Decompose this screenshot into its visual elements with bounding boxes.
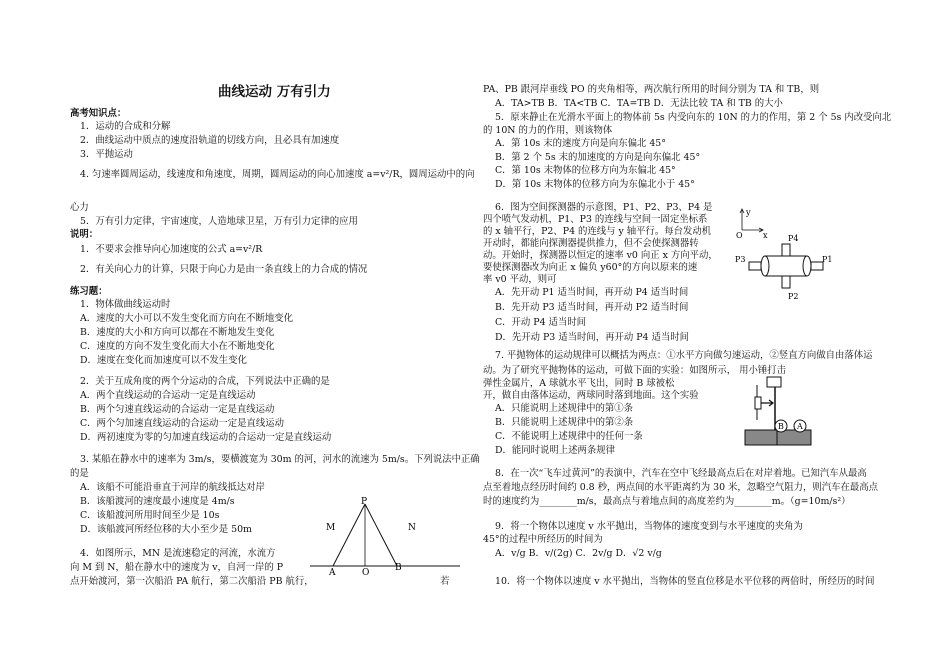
text-line: 5．万有引力定律，宇宙速度，人造地球卫星，万有引力定律的应用 (80, 216, 358, 227)
text-line: 1．运动的合成和分解 (80, 121, 171, 132)
text-line: 2．有关向心力的计算，只限于向心力是由一条直线上的力合成的情况 (80, 264, 368, 275)
text-line: 四个喷气发动机，P1、P3 的连线与空间一固定坐标系 (483, 214, 708, 225)
label-ball-b: B (778, 422, 784, 431)
text-line: B．该船渡河的速度最小速度是 4m/s (80, 496, 235, 507)
thruster-p2 (782, 276, 790, 288)
text-line: 时的速度约为________m/s，最高点与着地点间的高度差约为________m。（g=10m/s²） (483, 496, 851, 507)
text-line: 1．物体做曲线运动时 (80, 299, 171, 310)
metal-plate (755, 397, 761, 409)
probe-body (765, 256, 807, 276)
text-line: A．先开动 P1 适当时间，再开动 P4 适当时间 (495, 287, 689, 298)
text-line: 10．将一个物体以速度 v 水平抛出，当物体的竖直位移是水平位移的两倍时，所经历的时间 (495, 576, 875, 587)
label-o: O (362, 568, 370, 578)
text-line: 开动时，都能向探测器提供推力，但不会使探测器转 (483, 238, 699, 249)
text-line: 动。为了研究平抛物体的运动，可做下面的实验：如图所示， 用小锤打击 (483, 365, 786, 376)
text-line: 9．将一个物体以速度 v 水平抛出，当物体的速度变到与水平速度的夹角为 (495, 521, 803, 532)
text-line: 的是 (70, 468, 89, 479)
text-line: D．第 10s 末物体的位移方向为东偏北小于 45° (495, 179, 695, 190)
text-line: C．不能说明上述规律中的任何一条 (495, 431, 643, 442)
axis-label-y: y (746, 208, 751, 217)
text-line: B．速度的大小和方向可以都在不断地发生变化 (80, 327, 275, 338)
text-line: D．能同时说明上述两条规律 (495, 445, 616, 456)
text-line: 5．原来静止在光滑水平面上的物体前 5s 内受向东的 10N 的力的作用，第 2 个 5s 内改受向北 (495, 112, 892, 123)
text-line: B．先开动 P3 适当时间，再开动 P2 适当时间 (495, 302, 689, 313)
path-pa (333, 504, 365, 566)
axis-label-o: O (736, 231, 743, 240)
text-line: 7. 平抛物体的运动规律可以概括为两点：①水平方向做匀速运动，②竖直方向做自由落体运 (495, 350, 873, 361)
section-heading: 高考知识点： (70, 108, 127, 119)
text-line: 心力 (70, 202, 89, 213)
text-line: 向 M 到 N，船在静水中的速度为 v，自河一岸的 P (70, 562, 284, 573)
text-line: 动。开始时，探测器以恒定的速率 v0 向正 x 方向平动， (483, 250, 718, 261)
text-line: 4．如图所示，MN 是流速稳定的河流，水流方 (80, 548, 276, 559)
text-line: A．速度的大小可以不发生变化而方向在不断地变化 (80, 313, 294, 324)
text-line: D．该船渡河所经位移的大小至少是 50m (80, 524, 252, 535)
text-line: 4. 匀速率圆周运动，线速度和角速度，周期，圆周运动的向心加速度 a=v²/R，圆周运动中的向 (80, 169, 475, 180)
text-line: 1．不要求会推导向心加速度的公式 a=v²/R (80, 244, 263, 255)
label-ball-a: A (797, 422, 803, 431)
text-line: 若 (440, 576, 450, 587)
label-p1: P1 (822, 255, 833, 264)
text-line: B．只能说明上述规律中的第②条 (495, 417, 634, 428)
text-line: C．两个匀加速直线运动的合运动一定是直线运动 (80, 418, 285, 429)
label-p4: P4 (788, 234, 799, 243)
strike-arrow-icon (761, 400, 773, 406)
text-line: 8．在一次“飞车过黄河”的表演中，汽车在空中飞经最高点后在对岸着地。已知汽车从最高 (495, 468, 867, 479)
probe-left-cap (761, 256, 769, 276)
label-n: N (408, 523, 416, 533)
text-line: C．速度的方向不发生变化而大小在不断地变化 (80, 341, 275, 352)
section-heading: 说明： (70, 229, 99, 240)
text-line: A．只能说明上述规律中的第①条 (495, 403, 634, 414)
text-line: B．第 2 个 5s 末的加速度的方向是向东偏北 45° (495, 152, 701, 163)
label-p2: P2 (788, 292, 799, 301)
text-line: A．第 10s 末的速度方向是向东偏北 45° (495, 138, 666, 149)
text-line: 率 v0 平动，则可 (483, 274, 557, 285)
label-p3: P3 (735, 255, 746, 264)
river-crossing-figure (310, 498, 460, 578)
text-line: 点开始渡河，第一次船沿 PA 航行，第二次船沿 PB 航行， (70, 576, 314, 587)
label-p: P (361, 497, 368, 507)
text-line: D．两初速度为零的匀加速直线运动的合运动一定是直线运动 (80, 432, 332, 443)
text-line: 的 10N 的力的作用，则该物体 (483, 125, 613, 136)
section-heading: 练习题： (70, 286, 108, 297)
text-line: 点至着地点经历时间约 0.8 秒，两点间的水平距离约为 30 米，忽略空气阻力，则汽车在最高点 (483, 482, 879, 493)
text-line: C．开动 P4 适当时间 (495, 317, 587, 328)
text-line: 要使探测器改为向正 x 偏负 y60°的方向以原来的速 (483, 262, 698, 273)
text-line: 开，做自由落体运动，两球同时落到地面。这个实验 (483, 390, 699, 401)
space-probe-figure (732, 208, 832, 308)
label-b: B (395, 563, 402, 573)
page-title: 曲线运动 万有引力 (218, 84, 331, 100)
text-line: 的 x 轴平行，P2、P4 的连线与 y 轴平行。每台发动机 (483, 226, 712, 237)
base-left (745, 430, 777, 445)
text-line: 3. 某船在静水中的速率为 3m/s，要横渡宽为 30m 的河，河水的流速为 5m/s。下列说法中正确 (80, 454, 480, 465)
text-line: 6．图为空间探测器的示意图，P1、P2、P3、P4 是 (495, 202, 713, 213)
text-line: A．两个直线运动的合运动一定是直线运动 (80, 390, 256, 401)
text-line: 2．关于互成角度的两个分运动的合成，下列说法中正确的是 (80, 376, 330, 387)
projectile-experiment-figure (745, 375, 820, 447)
text-line: A．该船不可能沿垂直于河岸的航线抵达对岸 (80, 482, 265, 493)
text-line: PA、PB 跟河岸垂线 PO 的夹角相等，两次航行所用的时间分别为 TA 和 TB，则 (483, 84, 820, 95)
text-line: D．先开动 P3 适当时间，再开动 P4 适当时间 (495, 332, 689, 343)
label-a: A (329, 568, 336, 578)
text-line: C．第 10s 末物体的位移方向为东偏北 45° (495, 165, 676, 176)
text-line: 2．曲线运动中质点的速度沿轨道的切线方向，且必具有加速度 (80, 135, 340, 146)
text-line: D．速度在变化而加速度可以不发生变化 (80, 355, 247, 366)
text-line: A．TA>TB B．TA<TB C．TA=TB D．无法比较 TA 和 TB 的大小 (495, 98, 783, 109)
text-line: B．两个匀速直线运动的合运动一定是直线运动 (80, 404, 275, 415)
text-line: 弹性金属片，A 球就水平飞出，同时 B 球被松 (483, 378, 675, 389)
probe-right-cap (803, 256, 811, 276)
thruster-p4 (782, 244, 790, 256)
text-line: 45°的过程中所经历的时间为 (483, 534, 603, 545)
axis-label-x: x (763, 231, 768, 240)
text-line: A．v/g B．v/(2g) C．2v/g D．√2 v/g (495, 548, 662, 559)
path-pb (365, 504, 397, 566)
text-line: 3．平抛运动 (80, 149, 133, 160)
hammer-head (767, 377, 781, 387)
thruster-p3 (749, 262, 761, 270)
text-line: C．该船渡河所用时间至少是 10s (80, 510, 220, 521)
label-m: M (326, 523, 336, 533)
